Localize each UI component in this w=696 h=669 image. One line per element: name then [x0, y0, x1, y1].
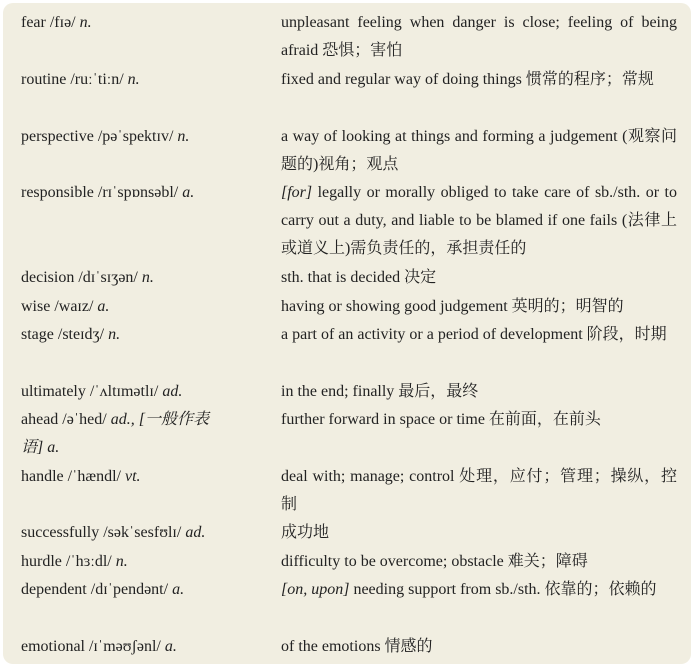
word-definition: further forward in space or time 在前面，在前头 [281, 411, 601, 428]
word-definition: unpleasant feeling when danger is close; feeling of being afraid 恐惧；害怕 [281, 14, 677, 59]
word-definition: in the end; finally 最后，最终 [281, 383, 479, 400]
word-term: routine /ruːˈtiːn/ n. [21, 71, 140, 88]
word-term: perspective /pəˈspektɪv/ n. [21, 128, 190, 145]
word-definition: of the emotions 情感的 [281, 638, 433, 655]
word-term: successfully /səkˈsesfʊlɪ/ ad. [21, 524, 206, 541]
word-definition: deal with; manage; control 处理，应付；管理；操纵，控制 [281, 468, 677, 513]
word-term: ultimately /ˈʌltɪmətlɪ/ ad. [21, 383, 183, 400]
word-term: decision /dɪˈsɪʒən/ n. [21, 269, 154, 286]
word-definition: [for] legally or morally obliged to take care of sb./sth. or to carry out a duty, and liable to be blamed if one fails (法律上或道义上)需负责任的，承担责任的 [281, 184, 677, 257]
word-definition: a part of an activity or a period of development 阶段，时期 [281, 326, 667, 343]
vocabulary-card [3, 3, 691, 664]
word-definition: 成功地 [281, 524, 330, 541]
word-term: ahead /əˈhed/ ad., [一般作表语] a. [21, 411, 209, 456]
word-definition: [on, upon] needing support from sb./sth. 依靠的；依赖的 [281, 581, 657, 598]
word-definition: having or showing good judgement 英明的；明智的 [281, 298, 624, 315]
word-term: handle /ˈhændl/ vt. [21, 468, 141, 485]
word-term: hurdle /ˈhɜːdl/ n. [21, 553, 128, 570]
word-term: dependent /dɪˈpendənt/ a. [21, 581, 185, 598]
word-term: fear /fɪə/ n. [21, 14, 92, 31]
word-term: wise /waɪz/ a. [21, 298, 110, 315]
word-definition: a way of looking at things and forming a judgement (观察问题的)视角；观点 [281, 128, 677, 173]
usage-note: [on, upon] [281, 581, 350, 598]
word-term: emotional /ɪˈməʊʃənl/ a. [21, 638, 177, 655]
word-definition: sth. that is decided 决定 [281, 269, 437, 286]
word-term: stage /steɪdʒ/ n. [21, 326, 121, 343]
usage-note: [for] [281, 184, 313, 201]
word-definition: difficulty to be overcome; obstacle 难关；障碍 [281, 553, 588, 570]
word-definition: fixed and regular way of doing things 惯常的程序；常规 [281, 71, 654, 88]
word-term: responsible /rɪˈspɒnsəbl/ a. [21, 184, 195, 201]
